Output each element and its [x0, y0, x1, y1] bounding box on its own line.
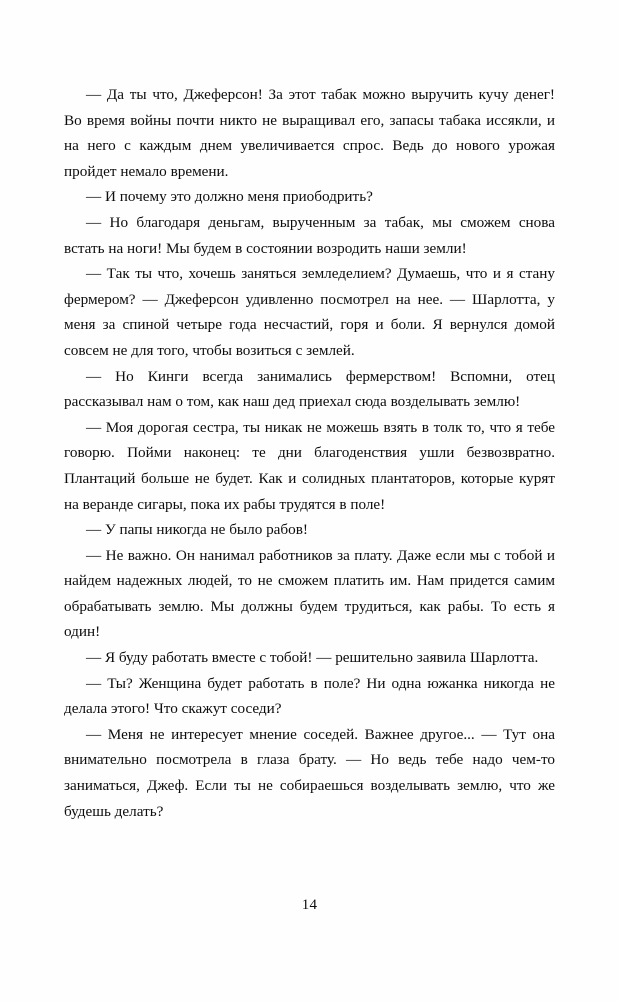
paragraph: — Так ты что, хочешь заняться земледелием? Думаешь, что и я стану фермером? — Джеферсон удивленно посмотрел на нее. — Шарлотта, у меня за спиной четыре года несчастий, горя и боли. Я вернулся домой совсем не для того, чтобы возиться с землей.	[64, 265, 555, 359]
paragraph: — Но Кинги всегда занимались фермерством! Вспомни, отец рассказывал нам о том, как наш дед приехал сюда возделывать землю!	[64, 367, 555, 411]
paragraph: — И почему это должно меня приободрить?	[86, 188, 373, 206]
paragraph: — Меня не интересует мнение соседей. Важнее другое... — Тут она внимательно посмотрела в глаза брату. — Но ведь тебе надо чем-то заниматься, Джеф. Если ты не собираешься возделывать землю, что же будешь делать?	[64, 725, 555, 820]
page-number: 14	[301, 897, 318, 913]
paragraph: — Да ты что, Джеферсон! За этот табак можно выручить кучу денег! Во время войны почти никто не выращивал его, запасы табака иссякли, и на него с каждым днем увеличивается спрос. Ведь до нового урожая пройдет немало времени.	[64, 86, 555, 180]
paragraph: — Моя дорогая сестра, ты никак не можешь взять в толк то, что я тебе говорю. Пойми наконец: те дни благоденствия ушли безвозвратно. Плантаций больше не будет. Как и солидных плантаторов, которые курят на веранде сигары, пока их рабы трудятся в поле!	[64, 418, 555, 513]
paragraph: — У папы никогда не было рабов!	[86, 521, 308, 539]
paragraph: — Не важно. Он нанимал работников за плату. Даже если мы с тобой и найдем надежных людей, то не сможем платить им. Нам придется самим обрабатывать землю. Мы должны будем трудиться, как рабы. То есть я один!	[64, 546, 555, 641]
paragraph: — Я буду работать вместе с тобой! — решительно заявила Шарлотта.	[86, 649, 539, 667]
paragraph: — Ты? Женщина будет работать в поле? Ни одна южанка никогда не делала этого! Что скажут соседи?	[64, 674, 555, 718]
page-body-text	[64, 82, 555, 824]
paragraph: — Но благодаря деньгам, вырученным за табак, мы сможем снова встать на ноги! Мы будем в состоянии возродить наши земли!	[64, 213, 555, 257]
